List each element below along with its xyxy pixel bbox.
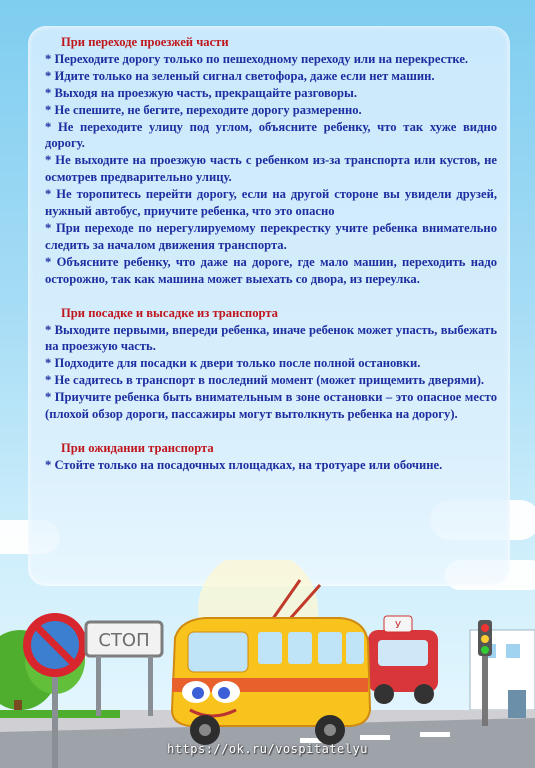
rule-item: * Стойте только на посадочных площадках, на тротуаре или обочине.: [45, 457, 443, 472]
rule-item: * Подходите для посадки к двери только после полной остановки.: [45, 356, 421, 371]
safety-rules: [45, 34, 497, 474]
rule-item: * Объясните ребенку, что даже на дороге, где мало машин, переходить надо осторожно, так как машина может выехать со двора, из переулка.: [45, 254, 497, 286]
rule-item: * Выходя на проезжую часть, прекращайте разговоры.: [45, 85, 358, 100]
section-heading: При ожидании транспорта: [61, 440, 214, 455]
rule-item: * Не торопитесь перейти дорогу, если на другой стороне вы увидели друзей, нужный автобус, приучите ребенка, что это опасно: [45, 187, 497, 219]
rule-item: * Переходите дорогу только по пешеходному переходу или на перекрестке.: [45, 51, 469, 66]
taxi-sign-text: У: [394, 620, 402, 631]
rule-item: * При переходе по нерегулируемому перекрестку учите ребенка внимательно следить за началом движения транспорта.: [45, 220, 497, 252]
section-heading: При переходе проезжей части: [61, 35, 229, 49]
stop-sign-text: СТОП: [98, 630, 150, 651]
rule-item: * Не выходите на проезжую часть с ребенком из-за транспорта или кустов, не осмотрев предварительно улицу.: [45, 153, 497, 185]
footer-url[interactable]: https://ok.ru/vospitatelyu: [167, 742, 368, 756]
section-heading: При посадке и высадке из транспорта: [61, 305, 278, 320]
rule-item: * Не спешите, не бегите, переходите дорогу размеренно.: [45, 102, 362, 117]
rule-item: * Идите только на зеленый сигнал светофора, даже если нет машин.: [45, 68, 435, 83]
rule-item: * Приучите ребенка быть внимательным в зоне остановки – это опасное место (плохой обзор дороги, пассажиры могут вытолкнуть ребенка на дорогу).: [45, 390, 497, 422]
rule-item: * Выходите первыми, впереди ребенка, иначе ребенок может упасть, выбежать на проезжую часть.: [45, 322, 497, 354]
rule-item: * Не садитесь в транспорт в последний момент (может прищемить дверями).: [45, 373, 485, 388]
street-scene-illustration: [0, 560, 535, 768]
rule-item: * Не переходите улицу под углом, объясните ребенку, что так хуже видно дорогу.: [45, 119, 497, 151]
